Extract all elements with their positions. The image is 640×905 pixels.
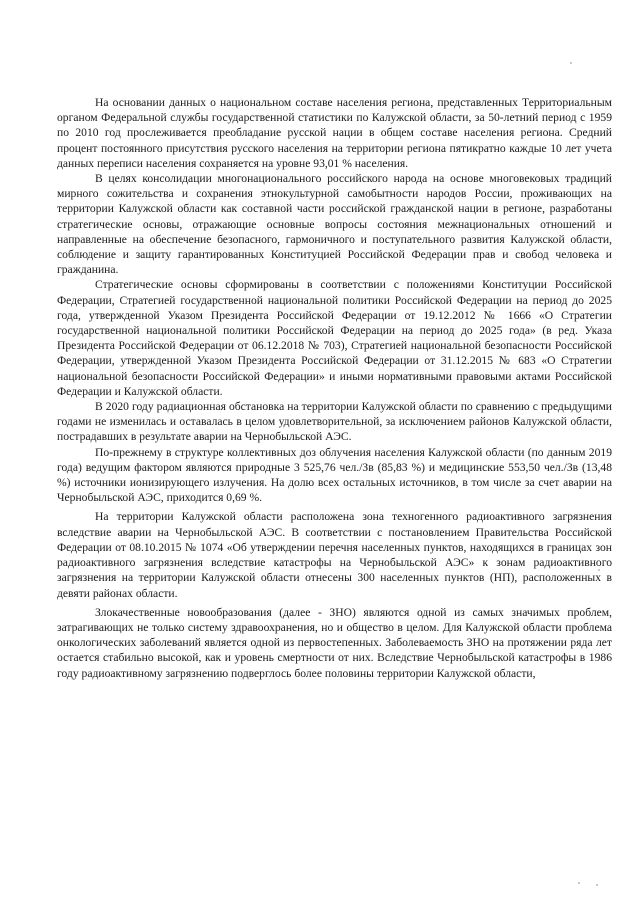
- paragraph-contamination-zone: На территории Калужской области расположена зона техногенного радиоактивного загрязнения вследствие аварии на Чернобыльской АЭС. В соответствии с постановлением Правительства Российской Федерации от 08.10.2015 № 1074 «Об утверждении перечня населенных пунктов, находящихся в границах зон радиоактивного загрязнения вследствие катастрофы на Чернобыльской АЭС» к зонам радиоактивного загрязнения на территории Калужской области отнесены 300 населенных пунктов (НП), расположенных в девяти районах области.: [57, 510, 612, 600]
- scan-speck: [596, 884, 598, 886]
- paragraph-collective-doses: По-прежнему в структуре коллективных доз облучения населения Калужской области (по данным 2019 года) ведущим фактором являются природные 3 525,76 чел./Зв (85,83 %) и медицинские 553,50 чел./Зв (13,48 %) источники ионизирующего излучения. На долю всех остальных источников, в том числе за счет аварии на Чернобыльской АЭС, приходится 0,69 %.: [57, 445, 612, 505]
- document-body: [57, 95, 612, 681]
- scan-speck: [598, 569, 600, 571]
- scan-speck: [570, 62, 572, 64]
- paragraph-radiation-situation: В 2020 году радиационная обстановка на территории Калужской области по сравнению с предыдущими годами не изменилась и оставалась в целом удовлетворительной, за исключением районов Калужской области, пострадавших в результате аварии на Чернобыльской АЭС.: [57, 400, 612, 444]
- paragraph-strategic-basis: Стратегические основы сформированы в соответствии с положениями Конституции Российской Федерации, Стратегией государственной национальной политики Российской Федерации на период до 2025 года, утвержденной Указом Президента Российской Федерации от 19.12.2012 № 1666 «О Стратегии государственной национальной политики Российской Федерации на период до 2025 года» (в ред. Указа Президента Российской Федерации от 06.12.2018 № 703), Стратегией национальной безопасности Российской Федерации, утвержденной Указом Президента Российской Федерации от 31.12.2015 № 683 «О Стратегии национальной безопасности Российской Федерации» и иными нормативными правовыми актами Российской Федерации и Калужской области.: [57, 278, 612, 398]
- paragraph-population: На основании данных о национальном составе населения региона, представленных Территориальным органом Федеральной службы государственной статистики по Калужской области, за 50-летний период с 1959 по 2010 год прослеживается преобладание русской нации в общем составе населения региона. Средний процент постоянного присутствия русского населения на территории региона пятикратно каждые 10 лет учета данных переписи населения сохраняется на уровне 93,01 % населения.: [57, 96, 612, 170]
- scan-speck: [578, 882, 580, 884]
- paragraph-consolidation: В целях консолидации многонационального российского народа на основе многовековых традиций мирного сожительства и сохранения этнокультурной самобытности народов России, проживающих на территории Калужской области как составной части российской гражданской нации в регионе, разработаны стратегические основы, отражающие основные вопросы состояния межнациональных отношений и направленные на обеспечение безопасного, гармоничного и поступательного развития Калужской области, соблюдение и защиту гарантированных Конституцией Российской Федерации прав и свобод человека и гражданина.: [57, 172, 612, 277]
- paragraph-malignant-neoplasms: Злокачественные новообразования (далее - ЗНО) являются одной из самых значимых проблем, затрагивающих не только систему здравоохранения, но и общество в целом. Для Калужской области проблема онкологических заболеваний является одной из первостепенных. Заболеваемость ЗНО на протяжении ряда лет остается стабильно высокой, как и уровень смертности от них. Вследствие Чернобыльской катастрофы в 1986 году радиоактивному загрязнению подверглось более половины территории Калужской области,: [57, 605, 612, 680]
